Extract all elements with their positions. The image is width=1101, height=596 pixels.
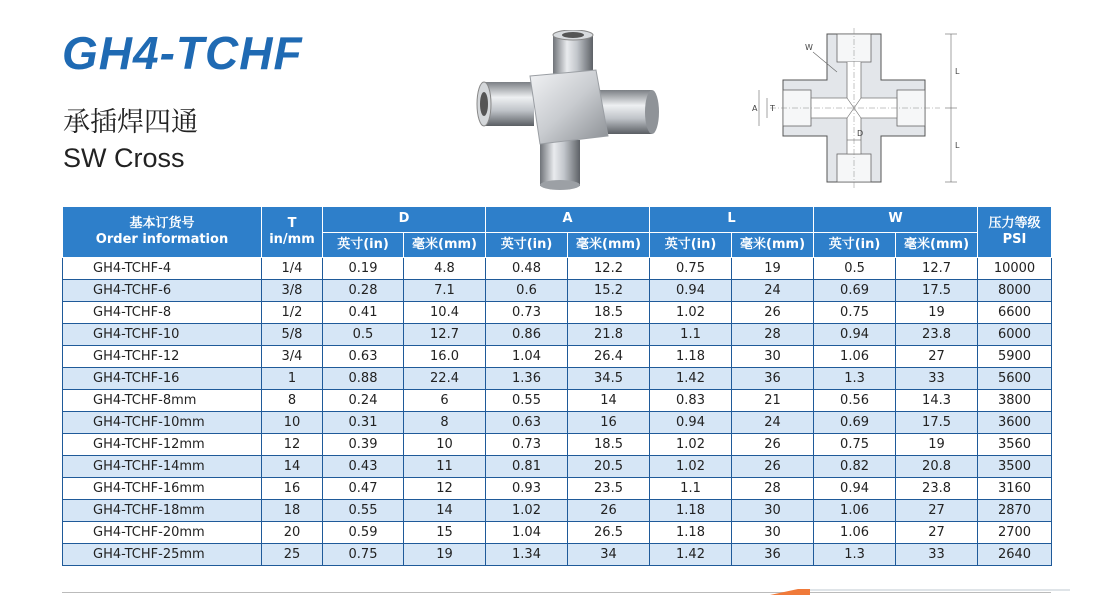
table-cell: 14.3 xyxy=(896,390,978,412)
table-cell: 17.5 xyxy=(896,280,978,302)
product-photo xyxy=(470,30,665,190)
table-cell: 0.63 xyxy=(486,412,568,434)
table-cell: 0.5 xyxy=(814,258,896,280)
table-cell: 27 xyxy=(896,500,978,522)
dim-label-l-bottom: L xyxy=(955,141,960,150)
table-row xyxy=(63,258,1052,280)
table-cell: 20.5 xyxy=(568,456,650,478)
header-a: A xyxy=(486,207,650,233)
header-order-information xyxy=(63,207,262,258)
subheader-a-in: 英寸(in) xyxy=(486,233,568,258)
table-cell: 14 xyxy=(262,456,323,478)
order-number-cell: GH4-TCHF-12 xyxy=(63,346,262,368)
table-cell: 0.47 xyxy=(323,478,404,500)
table-cell: 34.5 xyxy=(568,368,650,390)
table-cell: 30 xyxy=(732,346,814,368)
table-cell: 8 xyxy=(262,390,323,412)
table-cell: 1.06 xyxy=(814,346,896,368)
table-cell: 16 xyxy=(262,478,323,500)
table-cell: 23.5 xyxy=(568,478,650,500)
table-cell: 0.24 xyxy=(323,390,404,412)
table-cell: 0.75 xyxy=(650,258,732,280)
subheader-a-mm: 毫米(mm) xyxy=(568,233,650,258)
table-cell: 23.8 xyxy=(896,324,978,346)
order-number-cell: GH4-TCHF-8 xyxy=(63,302,262,324)
table-cell: 2640 xyxy=(978,544,1052,566)
order-number-cell: GH4-TCHF-8mm xyxy=(63,390,262,412)
table-row xyxy=(63,544,1052,566)
table-cell: 12.7 xyxy=(404,324,486,346)
product-title: GH4-TCHF xyxy=(62,27,303,79)
header-w: W xyxy=(814,207,978,233)
table-cell: 15.2 xyxy=(568,280,650,302)
table-row xyxy=(63,500,1052,522)
table-cell: 0.88 xyxy=(323,368,404,390)
table-cell: 24 xyxy=(732,412,814,434)
table-cell: 36 xyxy=(732,544,814,566)
header-t-label: T xyxy=(287,215,297,231)
table-cell: 1.04 xyxy=(486,346,568,368)
table-cell: 20.8 xyxy=(896,456,978,478)
table-cell: 1.18 xyxy=(650,346,732,368)
order-number-cell: GH4-TCHF-10 xyxy=(63,324,262,346)
table-cell: 30 xyxy=(732,500,814,522)
table-cell: 1.18 xyxy=(650,500,732,522)
table-cell: 1.06 xyxy=(814,522,896,544)
header-pressure-rating xyxy=(978,207,1052,258)
order-number-cell: GH4-TCHF-20mm xyxy=(63,522,262,544)
table-cell: 33 xyxy=(896,544,978,566)
table-cell: 4.8 xyxy=(404,258,486,280)
product-name-english: SW Cross xyxy=(63,143,185,173)
table-cell: 0.28 xyxy=(323,280,404,302)
table-cell: 33 xyxy=(896,368,978,390)
table-cell: 3500 xyxy=(978,456,1052,478)
table-cell: 26 xyxy=(732,434,814,456)
table-cell: 19 xyxy=(896,434,978,456)
footer-accent xyxy=(770,589,1070,595)
table-cell: 25 xyxy=(262,544,323,566)
table-cell: 19 xyxy=(732,258,814,280)
table-cell: 10 xyxy=(404,434,486,456)
table-cell: 0.5 xyxy=(323,324,404,346)
table-cell: 21 xyxy=(732,390,814,412)
table-cell: 16.0 xyxy=(404,346,486,368)
dim-label-t: T xyxy=(770,104,775,113)
table-cell: 5600 xyxy=(978,368,1052,390)
table-cell: 0.55 xyxy=(486,390,568,412)
order-number-cell: GH4-TCHF-6 xyxy=(63,280,262,302)
table-cell: 0.82 xyxy=(814,456,896,478)
subheader-l-in: 英寸(in) xyxy=(650,233,732,258)
table-body xyxy=(63,258,1052,566)
table-row xyxy=(63,434,1052,456)
header-psi-cn: 压力等级 xyxy=(988,215,1041,231)
table-cell: 18.5 xyxy=(568,434,650,456)
table-cell: 1.42 xyxy=(650,544,732,566)
table-cell: 18 xyxy=(262,500,323,522)
table-cell: 0.43 xyxy=(323,456,404,478)
order-number-cell: GH4-TCHF-12mm xyxy=(63,434,262,456)
dim-label-l-top: L xyxy=(955,67,960,76)
table-cell: 36 xyxy=(732,368,814,390)
table-cell: 1 xyxy=(262,368,323,390)
table-cell: 0.31 xyxy=(323,412,404,434)
header-t-unit: in/mm xyxy=(269,232,315,247)
table-cell: 2700 xyxy=(978,522,1052,544)
table-cell: 0.75 xyxy=(814,434,896,456)
subheader-d-mm: 毫米(mm) xyxy=(404,233,486,258)
table-cell: 1.3 xyxy=(814,544,896,566)
table-cell: 12.7 xyxy=(896,258,978,280)
table-cell: 8 xyxy=(404,412,486,434)
order-number-cell: GH4-TCHF-25mm xyxy=(63,544,262,566)
table-row xyxy=(63,478,1052,500)
order-number-cell: GH4-TCHF-16mm xyxy=(63,478,262,500)
table-cell: 6600 xyxy=(978,302,1052,324)
dim-label-a: A xyxy=(752,104,758,113)
table-cell: 8000 xyxy=(978,280,1052,302)
table-cell: 3/8 xyxy=(262,280,323,302)
table-cell: 1.1 xyxy=(650,324,732,346)
table-cell: 10 xyxy=(262,412,323,434)
table-row xyxy=(63,412,1052,434)
table-row xyxy=(63,390,1052,412)
table-cell: 0.69 xyxy=(814,280,896,302)
table-cell: 26 xyxy=(732,302,814,324)
table-cell: 0.83 xyxy=(650,390,732,412)
header-l: L xyxy=(650,207,814,233)
table-cell: 1/4 xyxy=(262,258,323,280)
table-cell: 1.02 xyxy=(650,434,732,456)
table-cell: 1.02 xyxy=(486,500,568,522)
table-cell: 26.5 xyxy=(568,522,650,544)
subheader-l-mm: 毫米(mm) xyxy=(732,233,814,258)
table-cell: 0.94 xyxy=(650,412,732,434)
table-cell: 0.73 xyxy=(486,434,568,456)
table-cell: 22.4 xyxy=(404,368,486,390)
table-cell: 30 xyxy=(732,522,814,544)
table-cell: 0.94 xyxy=(814,324,896,346)
table-cell: 11 xyxy=(404,456,486,478)
table-cell: 6 xyxy=(404,390,486,412)
table-cell: 7.1 xyxy=(404,280,486,302)
table-cell: 10000 xyxy=(978,258,1052,280)
dimension-drawing xyxy=(745,28,970,188)
table-cell: 0.6 xyxy=(486,280,568,302)
order-number-cell: GH4-TCHF-4 xyxy=(63,258,262,280)
table-cell: 16 xyxy=(568,412,650,434)
table-cell: 0.94 xyxy=(650,280,732,302)
table-cell: 28 xyxy=(732,478,814,500)
table-cell: 1.34 xyxy=(486,544,568,566)
specification-table xyxy=(62,206,1052,566)
table-cell: 0.81 xyxy=(486,456,568,478)
table-cell: 14 xyxy=(568,390,650,412)
table-cell: 14 xyxy=(404,500,486,522)
table-cell: 1.1 xyxy=(650,478,732,500)
order-number-cell: GH4-TCHF-16 xyxy=(63,368,262,390)
table-cell: 1.06 xyxy=(814,500,896,522)
table-cell: 0.59 xyxy=(323,522,404,544)
table-cell: 2870 xyxy=(978,500,1052,522)
table-row xyxy=(63,280,1052,302)
table-cell: 3600 xyxy=(978,412,1052,434)
table-row xyxy=(63,324,1052,346)
table-cell: 1.36 xyxy=(486,368,568,390)
table-cell: 27 xyxy=(896,522,978,544)
table-cell: 0.55 xyxy=(323,500,404,522)
subheader-d-in: 英寸(in) xyxy=(323,233,404,258)
table-cell: 26 xyxy=(568,500,650,522)
table-cell: 3/4 xyxy=(262,346,323,368)
table-cell: 5/8 xyxy=(262,324,323,346)
table-cell: 0.69 xyxy=(814,412,896,434)
table-cell: 28 xyxy=(732,324,814,346)
table-cell: 0.48 xyxy=(486,258,568,280)
table-cell: 0.93 xyxy=(486,478,568,500)
table-cell: 3160 xyxy=(978,478,1052,500)
table-cell: 24 xyxy=(732,280,814,302)
table-cell: 0.63 xyxy=(323,346,404,368)
table-cell: 19 xyxy=(896,302,978,324)
table-cell: 12 xyxy=(262,434,323,456)
table-cell: 19 xyxy=(404,544,486,566)
header-order-cn: 基本订货号 xyxy=(129,215,195,231)
table-cell: 26 xyxy=(732,456,814,478)
table-cell: 0.73 xyxy=(486,302,568,324)
table-cell: 20 xyxy=(262,522,323,544)
table-cell: 1.42 xyxy=(650,368,732,390)
table-cell: 0.75 xyxy=(323,544,404,566)
table-cell: 10.4 xyxy=(404,302,486,324)
table-cell: 21.8 xyxy=(568,324,650,346)
subheader-w-mm: 毫米(mm) xyxy=(896,233,978,258)
header-d: D xyxy=(323,207,486,233)
table-cell: 0.94 xyxy=(814,478,896,500)
table-cell: 0.41 xyxy=(323,302,404,324)
table-cell: 0.19 xyxy=(323,258,404,280)
table-cell: 6000 xyxy=(978,324,1052,346)
dim-label-w: W xyxy=(805,43,813,52)
header-order-en: Order information xyxy=(95,232,229,247)
table-cell: 12.2 xyxy=(568,258,650,280)
table-cell: 23.8 xyxy=(896,478,978,500)
table-row xyxy=(63,346,1052,368)
table-cell: 26.4 xyxy=(568,346,650,368)
dim-label-d: D xyxy=(857,129,864,138)
table-cell: 0.75 xyxy=(814,302,896,324)
table-cell: 0.56 xyxy=(814,390,896,412)
subheader-w-in: 英寸(in) xyxy=(814,233,896,258)
table-cell: 17.5 xyxy=(896,412,978,434)
table-row xyxy=(63,456,1052,478)
product-name-chinese: 承插焊四通 xyxy=(63,107,198,138)
table-cell: 1.3 xyxy=(814,368,896,390)
table-cell: 27 xyxy=(896,346,978,368)
table-cell: 0.86 xyxy=(486,324,568,346)
header-t xyxy=(262,207,323,258)
header-psi-en: PSI xyxy=(1002,232,1027,247)
table-cell: 12 xyxy=(404,478,486,500)
table-cell: 18.5 xyxy=(568,302,650,324)
table-cell: 3800 xyxy=(978,390,1052,412)
table-cell: 0.39 xyxy=(323,434,404,456)
table-cell: 1.04 xyxy=(486,522,568,544)
table-cell: 34 xyxy=(568,544,650,566)
table-row xyxy=(63,368,1052,390)
order-number-cell: GH4-TCHF-10mm xyxy=(63,412,262,434)
order-number-cell: GH4-TCHF-18mm xyxy=(63,500,262,522)
table-cell: 5900 xyxy=(978,346,1052,368)
table-cell: 1.02 xyxy=(650,456,732,478)
table-row xyxy=(63,302,1052,324)
table-cell: 1.18 xyxy=(650,522,732,544)
table-row xyxy=(63,522,1052,544)
table-cell: 3560 xyxy=(978,434,1052,456)
table-cell: 1/2 xyxy=(262,302,323,324)
table-cell: 1.02 xyxy=(650,302,732,324)
table-cell: 15 xyxy=(404,522,486,544)
order-number-cell: GH4-TCHF-14mm xyxy=(63,456,262,478)
